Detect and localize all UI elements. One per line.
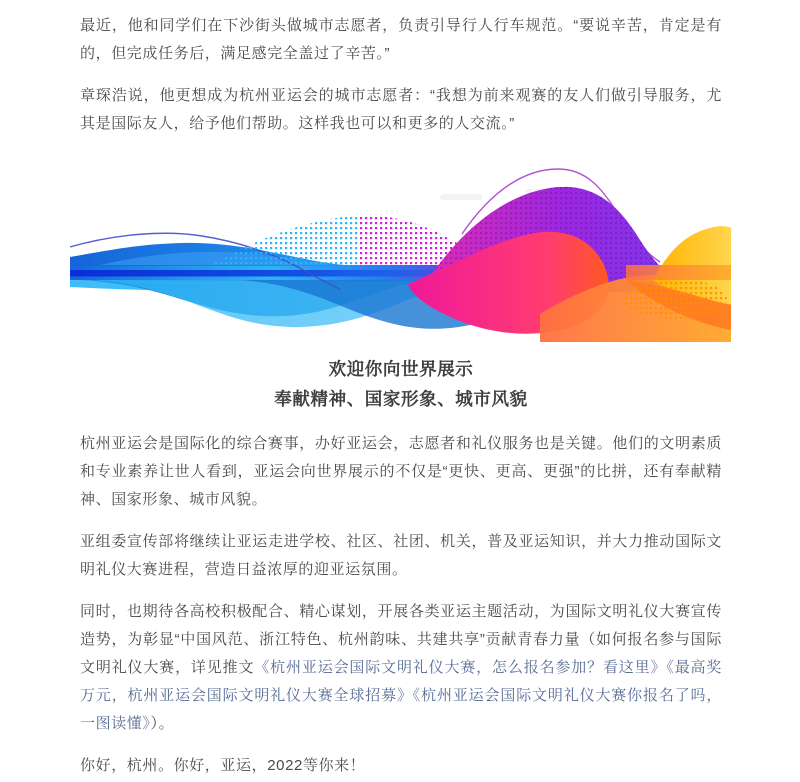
article-link-how-to-register[interactable]: 《杭州亚运会国际文明礼仪大赛，怎么报名参加？看这里》: [254, 659, 667, 676]
body-paragraph-2: 亚组委宣传部将继续让亚运走进学校、社区、社团、机关，普及亚运知识，并大力推动国际文明礼仪大赛进程，营造日益浓厚的迎亚运氛围。: [80, 533, 722, 578]
activities-tail-text: ）。: [150, 715, 175, 732]
article-link-one-image-guide[interactable]: 《杭州亚运会国际文明礼仪大赛你报名了吗，一图读懂》: [80, 687, 722, 732]
body-paragraph-1: 杭州亚运会是国际化的综合赛事，办好亚运会，志愿者和礼仪服务也是关键。他们的文明素质和专业素养让世人看到，亚运会向世界展示的不仅是“更快、更高、更强”的比拼，还有奉献精神、国家形象、城市风貌。: [80, 435, 722, 508]
activities-paragraph: [80, 598, 722, 738]
soundwave-image: [70, 152, 731, 344]
intro-paragraph-2: 章琛浩说，他更想成为杭州亚运会的城市志愿者：“我想为前来观赛的友人们做引导服务，尤其是国际友人，给予他们帮助。这样我也可以和更多的人交流。”: [80, 87, 722, 132]
closing-paragraph: 你好，杭州。你好，亚运，2022等你来！: [80, 757, 366, 774]
heading-line-1: 欢迎你向世界展示: [328, 359, 474, 379]
soundwave-svg: [70, 152, 731, 344]
activities-lead-text: 同时，也期待各高校积极配合、精心谋划，开展各类亚运主题活动，为国际文明礼仪大赛宣传造势，为彰显“中国风范、浙江特色、杭州韵味、共建共享”贡献青春力量（如何报名参与国际文明礼仪大赛，详见推文: [80, 603, 722, 676]
article-link-global-recruit[interactable]: 《最高奖万元，杭州亚运会国际文明礼仪大赛全球招募》: [80, 659, 723, 704]
heading-line-2: 奉献精神、国家形象、城市风貌: [274, 389, 528, 409]
intro-paragraph-1: 最近，他和同学们在下沙街头做城市志愿者，负责引导行人行车规范。“要说辛苦，肯定是有的，但完成任务后，满足感完全盖过了辛苦。”: [80, 17, 722, 62]
section-heading: [80, 354, 722, 414]
